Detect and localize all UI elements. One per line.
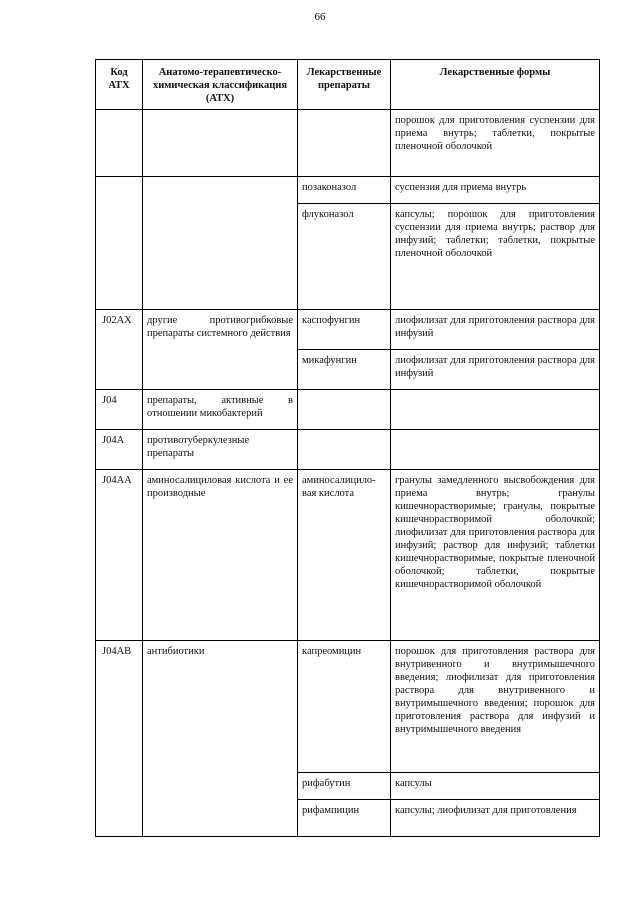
cell-classification: аминосалициловая кислота и ее производные <box>143 470 298 641</box>
table-row <box>96 177 600 204</box>
table-header-row <box>96 60 600 110</box>
cell-classification: антибиотики <box>143 641 298 773</box>
cell-classification <box>143 350 298 390</box>
cell-code: J04AA <box>96 470 143 641</box>
cell-forms: лиофилизат для приготовления раствора для инфузий <box>391 310 600 350</box>
cell-drug: микафунгин <box>298 350 391 390</box>
cell-forms: лиофилизат для приготовления раствора для инфузий <box>391 350 600 390</box>
table-row <box>96 204 600 310</box>
header-code: Код АТХ <box>96 60 143 110</box>
cell-classification <box>143 773 298 800</box>
cell-forms: порошок для приготовления раствора для внутривенного и внутримышечного введения; лиофилизат для приготовления раствора для внутривенного и внутримышечного введения; порошок для приготовления раствора для инфузий и внутримышечного введения <box>391 641 600 773</box>
cell-forms: капсулы; лиофилизат для приготовления <box>391 800 600 837</box>
table-row <box>96 390 600 430</box>
table-row <box>96 310 600 350</box>
cell-code <box>96 800 143 837</box>
cell-drug: аминосалицило-вая кислота <box>298 470 391 641</box>
cell-forms: гранулы замедленного высвобождения для приема внутрь; гранулы кишечнорастворимые; гранулы, покрытые кишечнорастворимой оболочкой; лиофилизат для приготовления раствора для инфузий; раствор для инфузий; таблетки кишечнорастворимые, покрытые пленочной оболочкой; таблетки, покрытые кишечнорастворимой оболочкой <box>391 470 600 641</box>
cell-forms: капсулы; порошок для приготовления суспензии для приема внутрь; раствор для инфузий; таблетки; таблетки, покрытые пленочной оболочкой <box>391 204 600 310</box>
cell-code: J04AB <box>96 641 143 773</box>
cell-classification: противотуберкулезные препараты <box>143 430 298 470</box>
cell-drug <box>298 390 391 430</box>
atx-drug-table <box>95 59 600 837</box>
cell-code <box>96 110 143 177</box>
cell-classification <box>143 110 298 177</box>
cell-forms: порошок для приготовления суспензии для приема внутрь; таблетки, покрытые пленочной оболочкой <box>391 110 600 177</box>
cell-classification <box>143 800 298 837</box>
table-row <box>96 470 600 641</box>
cell-drug: рифампицин <box>298 800 391 837</box>
cell-code: J04A <box>96 430 143 470</box>
cell-forms <box>391 430 600 470</box>
cell-drug: флуконазол <box>298 204 391 310</box>
cell-drug: позаконазол <box>298 177 391 204</box>
page-number: 66 <box>314 11 326 23</box>
table-row <box>96 110 600 177</box>
table-row <box>96 773 600 800</box>
table-row <box>96 641 600 773</box>
cell-classification: другие противогрибковые препараты системного действия <box>143 310 298 350</box>
cell-drug: каспофунгин <box>298 310 391 350</box>
cell-classification <box>143 177 298 204</box>
cell-forms: капсулы <box>391 773 600 800</box>
header-classification: Анатомо-терапевтическо-химическая классификация (АТХ) <box>143 60 298 110</box>
cell-code <box>96 204 143 310</box>
cell-code: J02AX <box>96 310 143 350</box>
cell-classification: препараты, активные в отношении микобактерий <box>143 390 298 430</box>
cell-drug <box>298 110 391 177</box>
cell-forms <box>391 390 600 430</box>
table-row <box>96 800 600 837</box>
cell-code <box>96 177 143 204</box>
cell-code: J04 <box>96 390 143 430</box>
header-forms: Лекарственные формы <box>391 60 600 110</box>
cell-drug: рифабутин <box>298 773 391 800</box>
cell-code <box>96 773 143 800</box>
header-drugs: Лекарственные препараты <box>298 60 391 110</box>
cell-classification <box>143 204 298 310</box>
cell-code <box>96 350 143 390</box>
cell-drug <box>298 430 391 470</box>
cell-forms: суспензия для приема внутрь <box>391 177 600 204</box>
table-row <box>96 350 600 390</box>
cell-drug: капреомицин <box>298 641 391 773</box>
table-row <box>96 430 600 470</box>
